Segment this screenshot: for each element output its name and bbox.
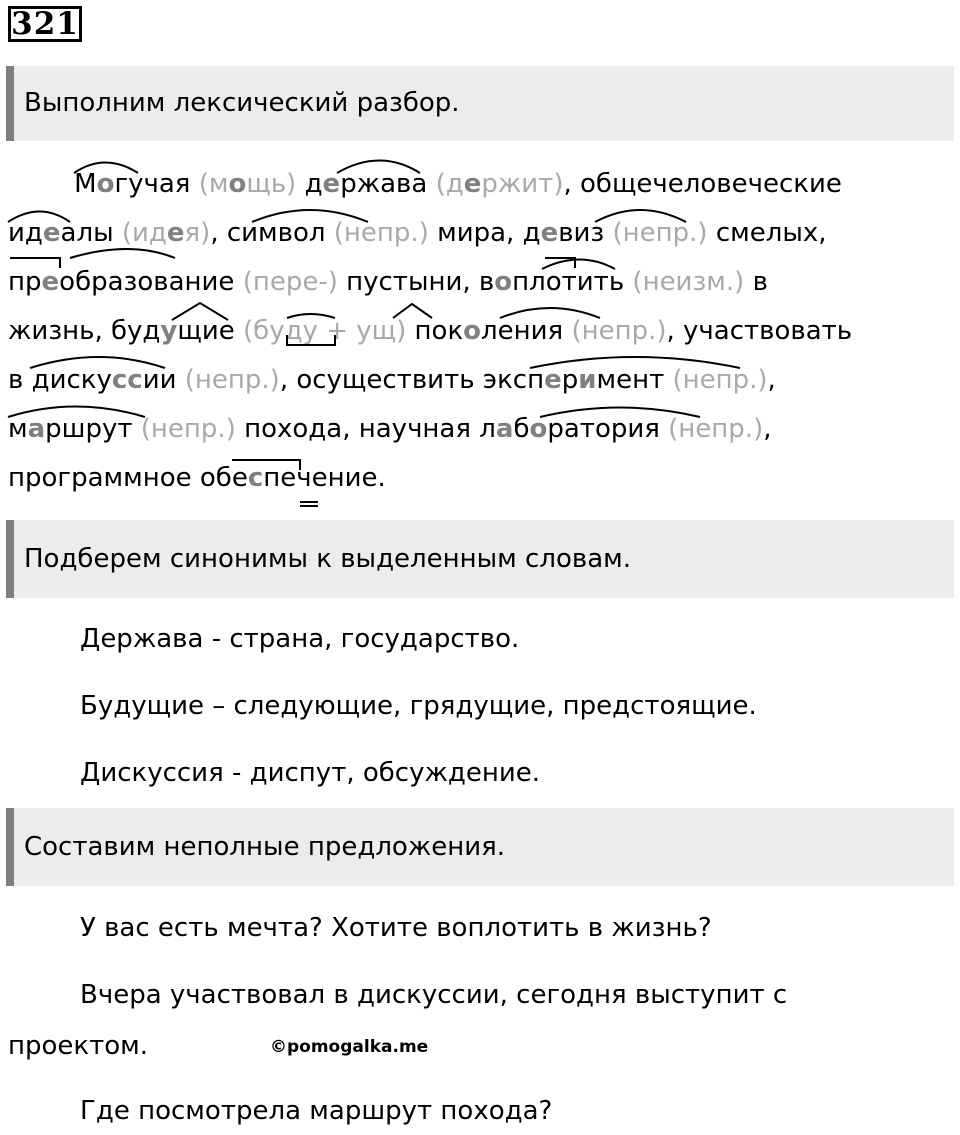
check-word: (д bbox=[435, 169, 464, 199]
highlighted-letter: а bbox=[495, 414, 514, 444]
root-arc-diskussii bbox=[30, 357, 165, 368]
highlighted-letter: и bbox=[578, 365, 597, 395]
sentence-1: У вас есть мечта? Хотите воплотить в жизнь? bbox=[80, 913, 712, 943]
section-heading-lexical-text: Выполним лексический разбор. bbox=[24, 88, 460, 118]
parse-text: гучая bbox=[114, 169, 199, 199]
highlighted-letter: е bbox=[540, 218, 559, 248]
check-word: (непр.) bbox=[140, 414, 236, 444]
check-word: (непр.) bbox=[668, 414, 764, 444]
check-word: (буду + ущ) bbox=[243, 316, 407, 346]
highlighted-letter: о bbox=[96, 169, 115, 199]
parse-text: б bbox=[513, 414, 530, 444]
parse-text: ршрут bbox=[45, 414, 141, 444]
root-arc-eksperiment bbox=[530, 357, 740, 368]
root-arc-obrazovanie bbox=[70, 249, 175, 258]
highlighted-letter: с bbox=[247, 463, 264, 493]
highlighted-letter: е bbox=[544, 365, 562, 395]
highlighted-letter: е bbox=[322, 169, 341, 199]
parse-text: , bbox=[767, 365, 776, 395]
highlighted-letter: о bbox=[463, 316, 482, 346]
check-word: (непр.) bbox=[184, 365, 280, 395]
parse-text: ид bbox=[8, 218, 43, 248]
root-arc-mogucha bbox=[74, 163, 138, 174]
parse-text: в диску bbox=[8, 365, 112, 395]
check-word: я) bbox=[184, 218, 211, 248]
check-word: (неизм.) bbox=[632, 267, 745, 297]
check-word: щь) bbox=[246, 169, 305, 199]
parse-text: М bbox=[8, 169, 97, 199]
parse-text: ления bbox=[481, 316, 572, 346]
exercise-number: 321 bbox=[8, 6, 82, 42]
root-arc-budu bbox=[287, 314, 335, 318]
parse-text: печение. bbox=[263, 463, 386, 493]
parse-text: р bbox=[561, 365, 579, 395]
parse-text: м bbox=[8, 414, 28, 444]
parse-text: программное обе bbox=[8, 463, 248, 493]
root-underline-p bbox=[300, 502, 318, 506]
parse-text: алы bbox=[60, 218, 122, 248]
root-arc-laboratoria bbox=[540, 408, 700, 418]
check-word: (непр.) bbox=[612, 218, 708, 248]
parse-text: виз bbox=[558, 218, 613, 248]
parse-text: похода, научная л bbox=[235, 414, 496, 444]
parse-text: жизнь, буд bbox=[8, 316, 161, 346]
root-arc-marshrut bbox=[8, 407, 145, 418]
parse-text: в bbox=[744, 267, 768, 297]
highlighted-letter: е bbox=[166, 218, 185, 248]
root-arc-derzhava bbox=[337, 161, 420, 174]
prefix-corner-obespechenie bbox=[232, 460, 300, 470]
root-arc-idealy bbox=[8, 212, 70, 223]
morpheme-marks bbox=[0, 0, 960, 520]
highlighted-letter: е bbox=[41, 267, 60, 297]
parse-text: , участвовать bbox=[666, 316, 853, 346]
root-arc-simvol bbox=[252, 210, 368, 222]
root-arc-pokolenie bbox=[500, 308, 600, 318]
check-word: (непр.) bbox=[571, 316, 667, 346]
parse-text: пр bbox=[8, 267, 42, 297]
check-word: (пере-) bbox=[242, 267, 338, 297]
section-heading-incomplete-text: Составим неполные предложения. bbox=[24, 832, 506, 862]
root-arc-voplotit bbox=[542, 260, 615, 270]
synonym-line-1: Держава - страна, государство. bbox=[80, 624, 520, 654]
parse-text: мент bbox=[596, 365, 673, 395]
root-arc-deviz bbox=[595, 210, 686, 222]
parse-text: смелых, bbox=[707, 218, 827, 248]
sentence-2-continued: проектом. bbox=[8, 1031, 149, 1061]
watermark: ©pomogalka.me bbox=[270, 1037, 429, 1057]
highlighted-letter: о bbox=[529, 414, 548, 444]
highlighted-letter: о bbox=[228, 169, 247, 199]
parse-text: , общечеловеческие bbox=[563, 169, 842, 199]
prefix-corner-preobrazovanie bbox=[10, 258, 60, 268]
section-heading-incomplete bbox=[6, 808, 954, 886]
sentence-2: Вчера участвовал в дискуссии, сегодня выступит с bbox=[80, 980, 788, 1010]
parse-text: , символ bbox=[210, 218, 334, 248]
parse-text: ратория bbox=[547, 414, 669, 444]
parse-text: ии bbox=[142, 365, 185, 395]
highlighted-letter: е bbox=[463, 169, 482, 199]
suffix-hat-budushchie bbox=[172, 303, 228, 320]
parse-text: пок bbox=[406, 316, 464, 346]
sentence-3: Где посмотрела маршрут похода? bbox=[80, 1096, 553, 1126]
parse-text: щие bbox=[177, 316, 244, 346]
check-word: (ид bbox=[121, 218, 167, 248]
check-word: (непр.) bbox=[333, 218, 429, 248]
suffix-hat-ushch bbox=[393, 304, 432, 318]
parse-text: плотить bbox=[512, 267, 633, 297]
check-word: ржит) bbox=[481, 169, 564, 199]
parse-text: , bbox=[763, 414, 772, 444]
parse-text: пустыни, в bbox=[337, 267, 495, 297]
synonym-line-3: Дискуссия - диспут, обсуждение. bbox=[80, 758, 541, 788]
check-word: (м bbox=[198, 169, 229, 199]
parse-text: ржава bbox=[340, 169, 436, 199]
parse-text: мира, д bbox=[428, 218, 541, 248]
highlighted-letter: а bbox=[27, 414, 46, 444]
parse-text: д bbox=[304, 169, 323, 199]
root-box-budu bbox=[287, 335, 335, 345]
parse-text: , осуществить эксп bbox=[279, 365, 545, 395]
highlighted-letter: у bbox=[160, 316, 178, 346]
check-word: (непр.) bbox=[672, 365, 768, 395]
highlighted-letter: сс bbox=[111, 365, 143, 395]
highlighted-letter: е bbox=[42, 218, 61, 248]
synonym-line-2: Будущие – следующие, грядущие, предстоящие. bbox=[80, 691, 757, 721]
section-heading-synonyms-text: Подберем синонимы к выделенным словам. bbox=[24, 544, 632, 574]
section-heading-synonyms bbox=[6, 520, 954, 598]
parse-text: образование bbox=[59, 267, 243, 297]
highlighted-letter: о bbox=[494, 267, 513, 297]
